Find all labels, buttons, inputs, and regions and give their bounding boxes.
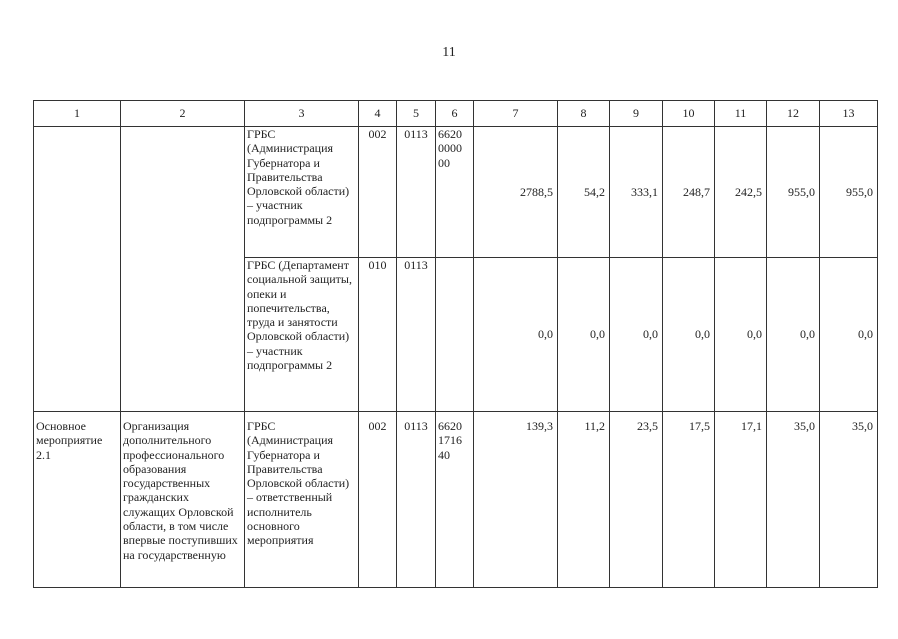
activity-description-cell: Организация дополнительного профессионального образования государственных гражданских служащих Орловской области, в том числе впервые поступивших на государственную	[121, 412, 245, 588]
section-code-cell: 0113	[397, 127, 436, 258]
table-row	[34, 127, 878, 258]
value-cell: 0,0	[715, 258, 767, 412]
grbs-code-cell: 010	[359, 258, 397, 412]
value-cell: 35,0	[820, 412, 878, 588]
value-cell: 139,3	[474, 412, 558, 588]
value-cell: 0,0	[820, 258, 878, 412]
column-number: 10	[663, 101, 715, 127]
target-article-cell: 6620 1716 40	[436, 412, 474, 588]
column-number: 12	[767, 101, 820, 127]
value-cell: 54,2	[558, 127, 610, 258]
value-cell: 23,5	[610, 412, 663, 588]
column-number: 2	[121, 101, 245, 127]
value-cell: 2788,5	[474, 127, 558, 258]
target-article-cell	[436, 258, 474, 412]
responsible-cell: ГРБС (Департамент социальной защиты, опеки и попечительства, труда и занятости Орловской области) – участник подпрограммы 2	[245, 258, 359, 412]
table-row	[34, 412, 878, 588]
value-cell: 0,0	[474, 258, 558, 412]
value-cell: 955,0	[767, 127, 820, 258]
target-article-cell: 6620 0000 00	[436, 127, 474, 258]
value-cell: 17,5	[663, 412, 715, 588]
value-cell: 955,0	[820, 127, 878, 258]
column-number: 9	[610, 101, 663, 127]
column-number: 4	[359, 101, 397, 127]
column-number: 5	[397, 101, 436, 127]
value-cell: 35,0	[767, 412, 820, 588]
merged-empty-cell	[34, 127, 121, 412]
column-number-row	[34, 101, 878, 127]
column-number: 3	[245, 101, 359, 127]
column-number: 8	[558, 101, 610, 127]
responsible-cell: ГРБС (Администрация Губернатора и Правительства Орловской области) – участник подпрограммы 2	[245, 127, 359, 258]
value-cell: 0,0	[767, 258, 820, 412]
column-number: 1	[34, 101, 121, 127]
value-cell: 11,2	[558, 412, 610, 588]
value-cell: 0,0	[558, 258, 610, 412]
value-cell: 0,0	[610, 258, 663, 412]
column-number: 7	[474, 101, 558, 127]
column-number: 11	[715, 101, 767, 127]
page-number: 11	[442, 45, 456, 60]
value-cell: 0,0	[663, 258, 715, 412]
grbs-code-cell: 002	[359, 412, 397, 588]
value-cell: 242,5	[715, 127, 767, 258]
responsible-cell: ГРБС (Администрация Губернатора и Правительства Орловской области) – ответственный исполнитель основного мероприятия	[245, 412, 359, 588]
grbs-code-cell: 002	[359, 127, 397, 258]
column-number: 13	[820, 101, 878, 127]
budget-table	[33, 100, 878, 588]
merged-empty-cell	[121, 127, 245, 412]
value-cell: 333,1	[610, 127, 663, 258]
value-cell: 17,1	[715, 412, 767, 588]
column-number: 6	[436, 101, 474, 127]
value-cell: 248,7	[663, 127, 715, 258]
section-code-cell: 0113	[397, 258, 436, 412]
activity-name-cell: Основное мероприятие 2.1	[34, 412, 121, 588]
section-code-cell: 0113	[397, 412, 436, 588]
